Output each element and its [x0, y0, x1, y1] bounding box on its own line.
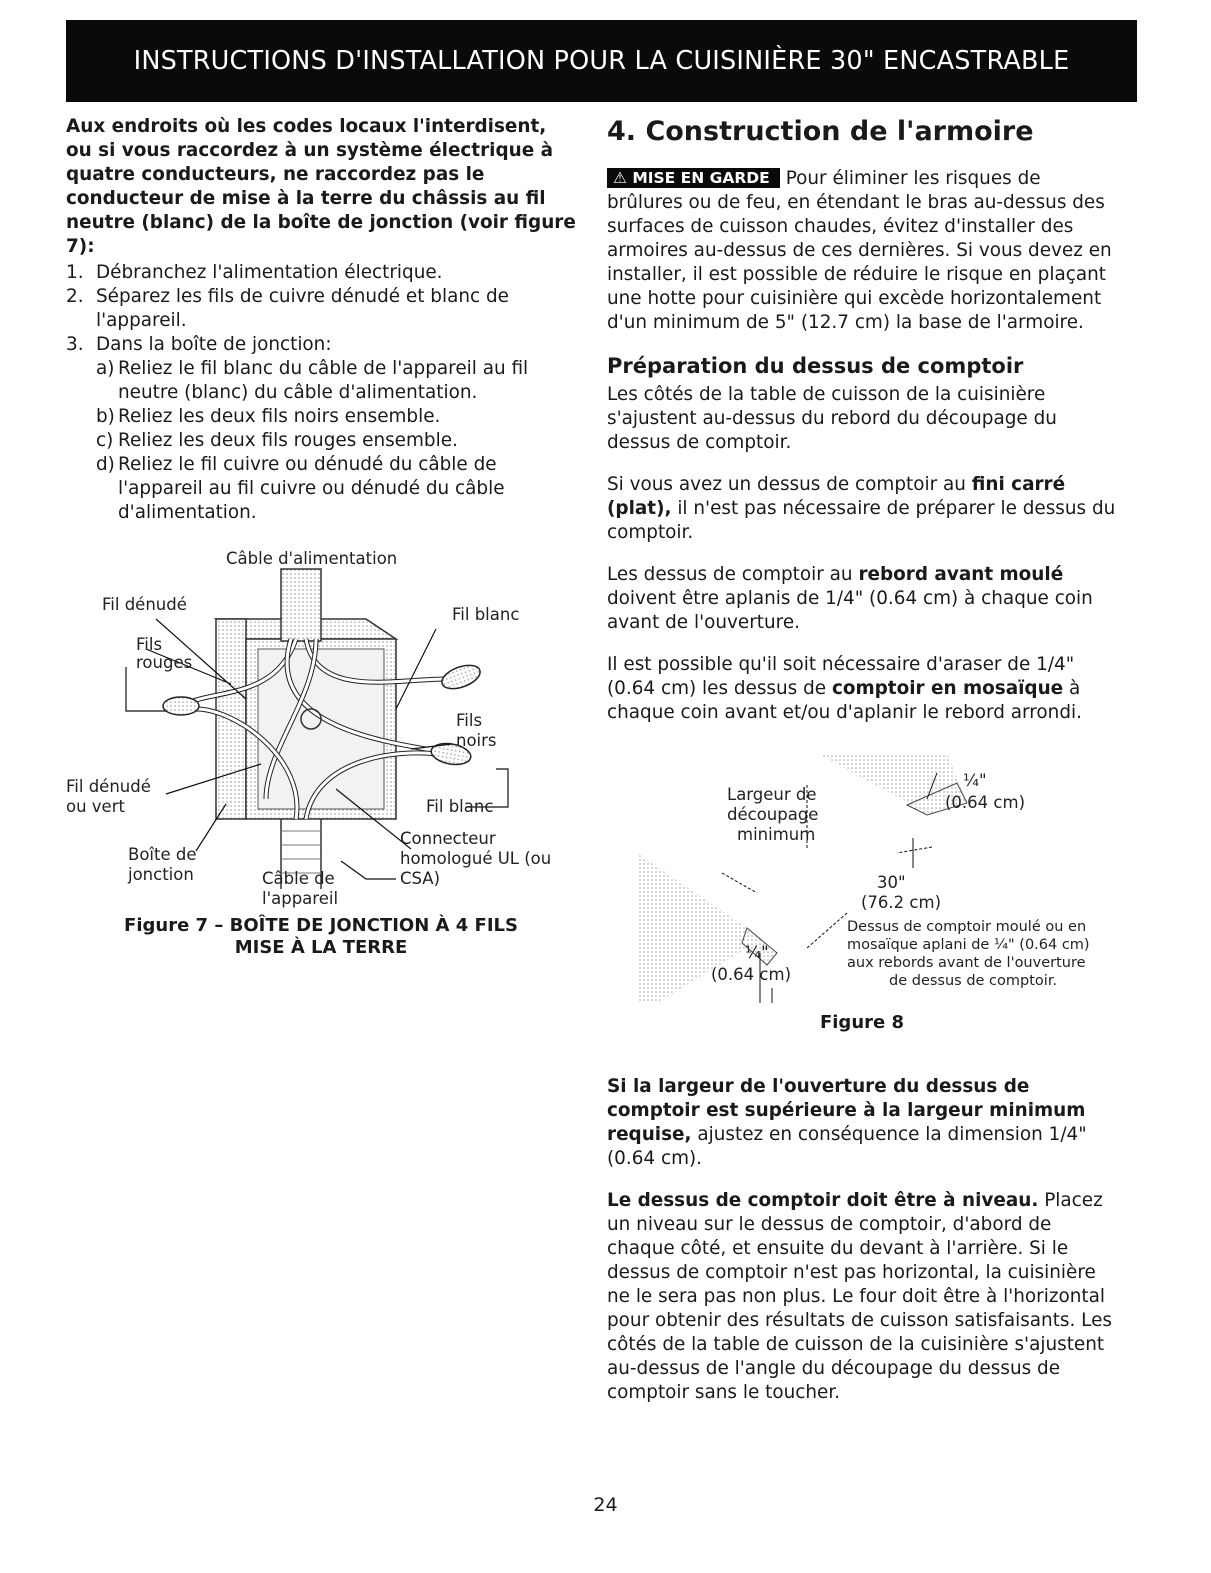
label-fil-denude-top: Fil dénudé — [102, 595, 187, 614]
list-item: 1. Débranchez l'alimentation électrique. — [66, 262, 443, 283]
label-note-1: Dessus de comptoir moulé ou en — [847, 919, 1087, 935]
label-rouges: rouges — [136, 653, 193, 672]
label-csa: CSA) — [400, 869, 441, 888]
label-thirty: 30" — [877, 873, 906, 892]
label-fils-noirs: Fils — [456, 711, 483, 730]
label-ou-vert: ou vert — [66, 797, 125, 816]
label-note-2: mosaïque aplani de ¼" (0.64 cm) — [847, 937, 1090, 953]
label-fils-rouges: Fils — [136, 635, 163, 654]
page-banner — [66, 20, 1137, 102]
list-item: b) Reliez les deux fils noirs ensemble. — [96, 406, 441, 427]
substep-list — [96, 357, 576, 525]
wiring-warning-lead: Aux endroits où les codes locaux l'interdisent, ou si vous raccordez à un système électrique à quatre conducteurs, ne raccordez pas le conducteur de mise à la terre du châssis au fil neutre (blanc) de la boîte de jonction (voir figure 7): — [66, 116, 576, 257]
label-homologue: homologué UL (ou — [400, 849, 552, 868]
warning-badge: ⚠ MISE EN GARDE — [607, 168, 780, 188]
label-quarter-top: ¼" — [963, 771, 987, 790]
label-fil-blanc-bottom: Fil blanc — [426, 797, 494, 816]
paragraph-3: Les dessus de comptoir au rebord avant moulé doivent être aplanis de 1/4" (0.64 cm) à chaque coin avant de l'ouverture. — [607, 564, 1093, 633]
list-item: 2. Séparez les fils de cuivre dénudé et blanc de l'appareil. — [66, 286, 509, 331]
figure-8-caption: Figure 8 — [819, 1012, 905, 1033]
banner-title: INSTRUCTIONS D'INSTALLATION POUR LA CUISINIÈRE 30" ENCASTRABLE — [133, 46, 1070, 76]
paragraph-2: Si vous avez un dessus de comptoir au fini carré (plat), il n'est pas nécessaire de préparer le dessus du comptoir. — [607, 474, 1116, 543]
label-cable-alimentation: Câble d'alimentation — [226, 549, 398, 568]
label-boite: Boîte de — [128, 845, 197, 864]
label-cable-de: Câble de — [262, 869, 335, 888]
list-item: c) Reliez les deux fils rouges ensemble. — [96, 430, 458, 451]
warning-paragraph: ⚠ MISE EN GARDE Pour éliminer les risques de brûlures ou de feu, en étendant le bras au-dessus des surfaces de cuisson chaudes, évitez d'installer des armoires au-dessus de ces dernières. Si vous devez en installer, il est possible de réduire le risque en plaçant une hotte pour cuisinière qui excède horizontalement d'un minimum de 5" (12.7 cm) la base de l'armoire. — [607, 168, 1112, 333]
list-item: 3. Dans la boîte de jonction: a) Reliez le fil blanc du câble de l'appareil au fil neutre (blanc) du câble d'alimentation. b) Reliez les deux fils noirs ensemble. c) Reliez les deux fils rouges ensemble. d) Reliez le fil cuivre ou dénudé du câble de l'appareil au fil cuivre ou dénudé du câble d'alimentation. — [66, 333, 576, 525]
page-number: 24 — [593, 1494, 618, 1516]
paragraph-4: Il est possible qu'il soit nécessaire d'araser de 1/4" (0.64 cm) les dessus de comptoir en mosaïque à chaque coin avant et/ou d'aplanir le rebord arrondi. — [607, 654, 1082, 723]
label-connecteur: Connecteur — [400, 829, 496, 848]
step-list — [66, 261, 576, 525]
paragraph-1: Les côtés de la table de cuisson de la cuisinière s'ajustent au-dessus du rebord du découpage du dessus de comptoir. — [607, 384, 1057, 453]
left-column — [66, 115, 576, 959]
subsection-heading: Préparation du dessus de comptoir — [607, 354, 1024, 378]
list-item: d) Reliez le fil cuivre ou dénudé du câble de l'appareil au fil cuivre ou dénudé du câble d'alimentation. — [96, 454, 505, 523]
section-heading: 4. Construction de l'armoire — [607, 116, 1034, 147]
label-note-3: aux rebords avant de l'ouverture — [847, 955, 1086, 971]
label-jonction: jonction — [128, 865, 194, 884]
paragraph-6: Le dessus de comptoir doit être à niveau. Placez un niveau sur le dessus de comptoir, d'abord de chaque côté, et ensuite du devant à l'arrière. Si le dessus de comptoir n'est pas horizontal, la cuisinière ne le sera pas non plus. Le four doit être à l'horizontal pour obtenir des résultats de cuisson satisfaisants. Les côtés de la table de cuisson de la cuisinière s'ajustent au-dessus de l'angle du découpage du dessus de comptoir sans le toucher. — [607, 1190, 1113, 1403]
label-cm-bottom: (0.64 cm) — [711, 965, 792, 984]
figure-7-junction-box — [66, 549, 566, 909]
label-quarter-bottom: ¼" — [745, 943, 769, 962]
paragraph-5: Si la largeur de l'ouverture du dessus de comptoir est supérieure à la largeur minimum requise, ajustez en conséquence la dimension 1/4" (0.64 cm). — [607, 1076, 1087, 1169]
label-cm-top: (0.64 cm) — [945, 793, 1026, 812]
list-item: a) Reliez le fil blanc du câble de l'appareil au fil neutre (blanc) du câble d'alimentation. — [96, 358, 529, 403]
label-cm-thirty: (76.2 cm) — [861, 893, 942, 912]
label-fil-denude-bottom: Fil dénudé — [66, 777, 151, 796]
label-noirs: noirs — [456, 731, 497, 750]
label-decoupage: découpage — [727, 805, 819, 824]
label-appareil: l'appareil — [262, 889, 339, 908]
label-fil-blanc-top: Fil blanc — [452, 605, 520, 624]
label-largeur: Largeur de — [727, 785, 817, 804]
figure-7-caption: Figure 7 – BOÎTE DE JONCTION À 4 FILS MISE À LA TERRE — [124, 915, 518, 958]
label-note-4: de dessus de comptoir. — [889, 973, 1058, 989]
warning-triangle-icon: ⚠ — [613, 169, 627, 187]
figure-8-countertop — [627, 743, 1090, 1003]
label-minimum: minimum — [737, 825, 816, 844]
right-column — [607, 115, 1117, 1423]
